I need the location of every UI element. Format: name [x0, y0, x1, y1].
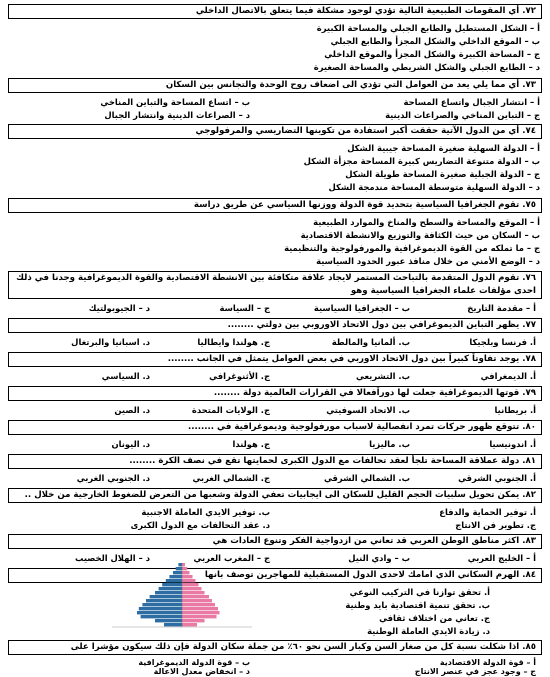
q77-option-c[interactable]: ج. هولندا وايطاليا	[197, 337, 270, 347]
q79-option-c[interactable]: ج. الولايات المتحدة	[191, 405, 270, 415]
pyramid-bar-female	[182, 579, 196, 582]
pyramid-bar-female	[182, 575, 193, 578]
q78-option-c[interactable]: ج. الأثنوغرافي	[209, 371, 270, 381]
pyramid-bar-female	[182, 599, 212, 602]
q83-option-b[interactable]: ب – وادي النيل	[348, 553, 410, 563]
pyramid-bar-female	[182, 623, 197, 626]
pyramid-bar-female	[182, 583, 199, 586]
pyramid-bar-male	[162, 583, 182, 586]
pyramid-bar-female	[182, 587, 202, 590]
pyramid-bar-female	[182, 563, 185, 566]
q85-option-a[interactable]: أ – قوة الدولة الاقتصادية	[439, 658, 536, 667]
pyramid-bar-male	[173, 571, 182, 574]
q84-option-b[interactable]: ب. تحقق تنمية اقتصادية بايد وطنية	[345, 600, 490, 610]
q74-option-c[interactable]: ج – الدولة الجبلية صغيرة المساحة طويلة الشكل	[345, 169, 540, 179]
pyramid-bar-male	[141, 615, 182, 618]
q72-option-a[interactable]: أ – الشكل المستطيل والطابع الجبلي والمساحة الكبيرة	[316, 23, 540, 33]
pyramid-bar-female	[182, 619, 205, 622]
q74-option-d[interactable]: د – الدولة السهلية متوسطة المساحة مندمجة الشكل	[328, 182, 540, 192]
q74-option-b[interactable]: ب – الدولة متنوعة التضاريس كبيرة المساحة مجزأة الشكل	[303, 156, 540, 166]
question-72-stem: ٧٢. أي المقومات الطبيعية التالية تؤدي لوجود مشكلة فيما يتعلق بالاتصال الداخلي	[8, 4, 542, 19]
q83-option-a[interactable]: أ – الخليج العربي	[467, 553, 536, 563]
q72-option-b[interactable]: ب – الموقع الداخلي والشكل المجزأ والطابع الجبلي	[330, 36, 540, 46]
question-73-stem: ٧٣. أي مما يلي يعد من العوامل التي تؤدي الى اضعاف روح الوحدة والتجانس بين السكان	[8, 78, 542, 93]
pyramid-bar-male	[150, 595, 182, 598]
question-82-stem: ٨٢. يمكن تحويل سلبيات الحجم القليل للسكان الى ايجابيات تعفي الدولة وشعبها من التعرض للضغوط الخارجية من خلال ..	[8, 488, 542, 503]
q78-option-d[interactable]: د. السياسي	[101, 371, 150, 381]
q77-option-b[interactable]: ب. ألمانيا والمالطة	[331, 337, 410, 347]
q72-option-c[interactable]: ج – المساحة الكبيرة والشكل المجزأ والموقع الداخلي	[324, 49, 540, 59]
question-81-stem: ٨١. دولة عملاقة المساحة تلجأ لعقد تحالفات مع الدول الكبرى لحمايتها تقع في نصف الكرة ........	[8, 454, 542, 469]
q77-option-d[interactable]: د. اسبانيا والبرتغال	[71, 337, 150, 347]
q79-option-a[interactable]: أ. بريطانيا	[494, 405, 536, 415]
pyramid-bar-male	[176, 567, 182, 570]
pyramid-bar-female	[182, 591, 205, 594]
q82-option-a[interactable]: أ. توفير الحماية والدفاع	[439, 507, 536, 517]
pyramid-bar-female	[182, 603, 215, 606]
q76-stem-line2: احدى مؤلفات علماء الجغرافيا السياسية وهو	[350, 286, 536, 296]
q84-option-d[interactable]: د. زيادة الايدي العاملة الوطنية	[367, 626, 490, 636]
q79-option-d[interactable]: د. الصين	[114, 405, 150, 415]
q79-option-b[interactable]: ب. الاتحاد السوفيتي	[326, 405, 410, 415]
q81-option-a[interactable]: أ. الجنوبي الشرقي	[458, 473, 536, 483]
question-77-stem: ٧٧. يظهر التباين الديموغرافي بين دول الاتحاد الاوروبي بين دولتي ........	[8, 318, 542, 333]
q81-option-c[interactable]: ج. الشمالي الغربي	[192, 473, 270, 483]
pyramid-bar-female	[182, 607, 218, 610]
q85-option-d[interactable]: د – انخفاض معدل الاعالة	[153, 667, 250, 676]
q81-option-d[interactable]: د. الجنوبي الغربي	[76, 473, 150, 483]
q76-option-a[interactable]: أ – مقدمة التاريخ	[467, 303, 536, 313]
question-74-stem: ٧٤. أي من الدول الآتية حققت أكبر استفادة من تكوينها التضاريسي والمرفولوجي	[8, 124, 542, 139]
q73-option-b[interactable]: ب – اتساع المساحة والتباين المناخي	[100, 97, 250, 107]
q73-option-c[interactable]: ج – التباين المناخي والصراعات الدينية	[385, 110, 540, 120]
q82-option-c[interactable]: ج. تطوير فن الانتاج	[455, 520, 536, 530]
q80-option-a[interactable]: أ. اندونيسيا	[489, 439, 536, 449]
pyramid-bar-female	[182, 615, 217, 618]
q75-option-a[interactable]: أ – الموقع والمساحة والسطح والمناخ والموارد الطبيعية	[313, 217, 540, 227]
q73-option-d[interactable]: د – الصراعات الدينية وانتشار الجبال	[104, 110, 250, 120]
question-83-stem: ٨٣. اكثر مناطق الوطن العربي قد تعاني من ازدواجية الفكر وتنوع العادات هي	[8, 534, 542, 549]
q77-option-a[interactable]: أ. فرنسا وبلجيكا	[469, 337, 536, 347]
question-78-stem: ٧٨. يوجد تفاوتاً كبيراً بين دول الاتحاد الاوربي في بعض العوامل يتمثل في الجانب ........	[8, 352, 542, 367]
pyramid-bar-male	[155, 591, 182, 594]
pyramid-bar-male	[155, 619, 182, 622]
pyramid-bar-male	[142, 603, 182, 606]
population-pyramid-image	[112, 563, 252, 629]
q85-option-b[interactable]: ب – قوة الدولة الديموغرافية	[138, 658, 250, 667]
question-84-stem: ٨٤. الهرم السكاني الذي امامك لاحدى الدول المستقبلية للمهاجرين توصف بانها	[8, 568, 542, 583]
pyramid-bar-female	[182, 595, 209, 598]
pyramid-bar-female	[182, 611, 220, 614]
pyramid-bar-male	[139, 607, 182, 610]
question-76-stem	[8, 271, 542, 299]
pyramid-bar-male	[169, 575, 182, 578]
pyramid-bar-male	[166, 579, 182, 582]
q78-option-b[interactable]: ب. التشريعي	[355, 371, 410, 381]
question-85-stem: ٨٥. اذا شكلت نسبة كل من صغار السن وكبار السن نحو ٦٠٪ من جملة سكان الدولة فإن ذلك سيكون مؤشرا على	[8, 640, 542, 655]
q83-option-c[interactable]: ج – المغرب العربي	[193, 553, 270, 563]
q76-option-d[interactable]: د – الجيوبولتيك	[88, 303, 150, 313]
q72-option-d[interactable]: د – الطابع الجبلي والشكل الشريطي والمساحة الصغيرة	[313, 62, 540, 72]
q76-stem-line1: ٧٦. تقوم الدول المتقدمة بالتباحث المستمر لايجاد علاقة متكافئة بين الانشطة الاقتصادية والقوة الديموغرافية وجدنا في ذلك	[16, 273, 536, 283]
q78-option-a[interactable]: أ. الديمغرافي	[480, 371, 536, 381]
pyramid-bar-male	[164, 623, 182, 626]
q84-option-a[interactable]: أ. تحقق توازنا في التركيب النوعي	[349, 587, 490, 597]
q73-option-a[interactable]: أ – انتشار الجبال واتساع المساحة	[403, 97, 540, 107]
pyramid-bar-male	[159, 587, 182, 590]
q84-option-c[interactable]: ج. تعاني من اختلاف ثقافي	[379, 613, 490, 623]
question-79-stem: ٧٩. قوتها الديموغرافية جعلت لها دوراًفعالا في القرارات العالمية دولة ........	[8, 386, 542, 401]
question-80-stem: ٨٠. تتوقع ظهور حركات تمرد انفصالية لاسباب مورفولوجية وديموغرافية في ........	[8, 420, 542, 435]
question-75-stem: ٧٥. تقوم الجغرافيا السياسية بتحديد قوة الدولة ووزنها السياسي عن طريق دراسة	[8, 198, 542, 213]
q80-option-b[interactable]: ب. ماليزيا	[369, 439, 410, 449]
q81-option-b[interactable]: ب. الشمالي الشرقي	[323, 473, 410, 483]
q74-option-a[interactable]: أ – الدولة السهلية صغيرة المساحة جيبية الشكل	[347, 143, 540, 153]
q76-option-b[interactable]: ب – الجغرافيا السياسية	[313, 303, 410, 313]
q75-option-c[interactable]: ج – ما تملكه من القوة الديموغرافية والمورفولوجية والتنظيمية	[284, 243, 540, 253]
q75-option-d[interactable]: د – الوضع الأمني من خلال منافذ عبور الحدود السياسية	[316, 256, 540, 266]
pyramid-bar-male	[178, 563, 182, 566]
q80-option-c[interactable]: ج. هولندا	[232, 439, 270, 449]
q83-option-d[interactable]: د – الهلال الخصيب	[75, 553, 150, 563]
q75-option-b[interactable]: ب – السكان من حيث الكثافة والتوزيع والانشطة الاقتصادية	[300, 230, 540, 240]
q82-option-b[interactable]: ب. توفير الايدي العاملة الاجنبية	[141, 507, 270, 517]
q85-option-c[interactable]: ج – وجود عجز في عنصر الانتاج	[414, 667, 536, 676]
q80-option-d[interactable]: د. اليونان	[111, 439, 150, 449]
q76-option-c[interactable]: ج – السياسة	[219, 303, 270, 313]
pyramid-bar-female	[182, 567, 187, 570]
pyramid-bar-female	[182, 571, 190, 574]
pyramid-bar-male	[146, 599, 182, 602]
q82-option-d[interactable]: د. عقد التحالفات مع الدول الكبرى	[130, 520, 270, 530]
pyramid-bar-male	[137, 611, 182, 614]
